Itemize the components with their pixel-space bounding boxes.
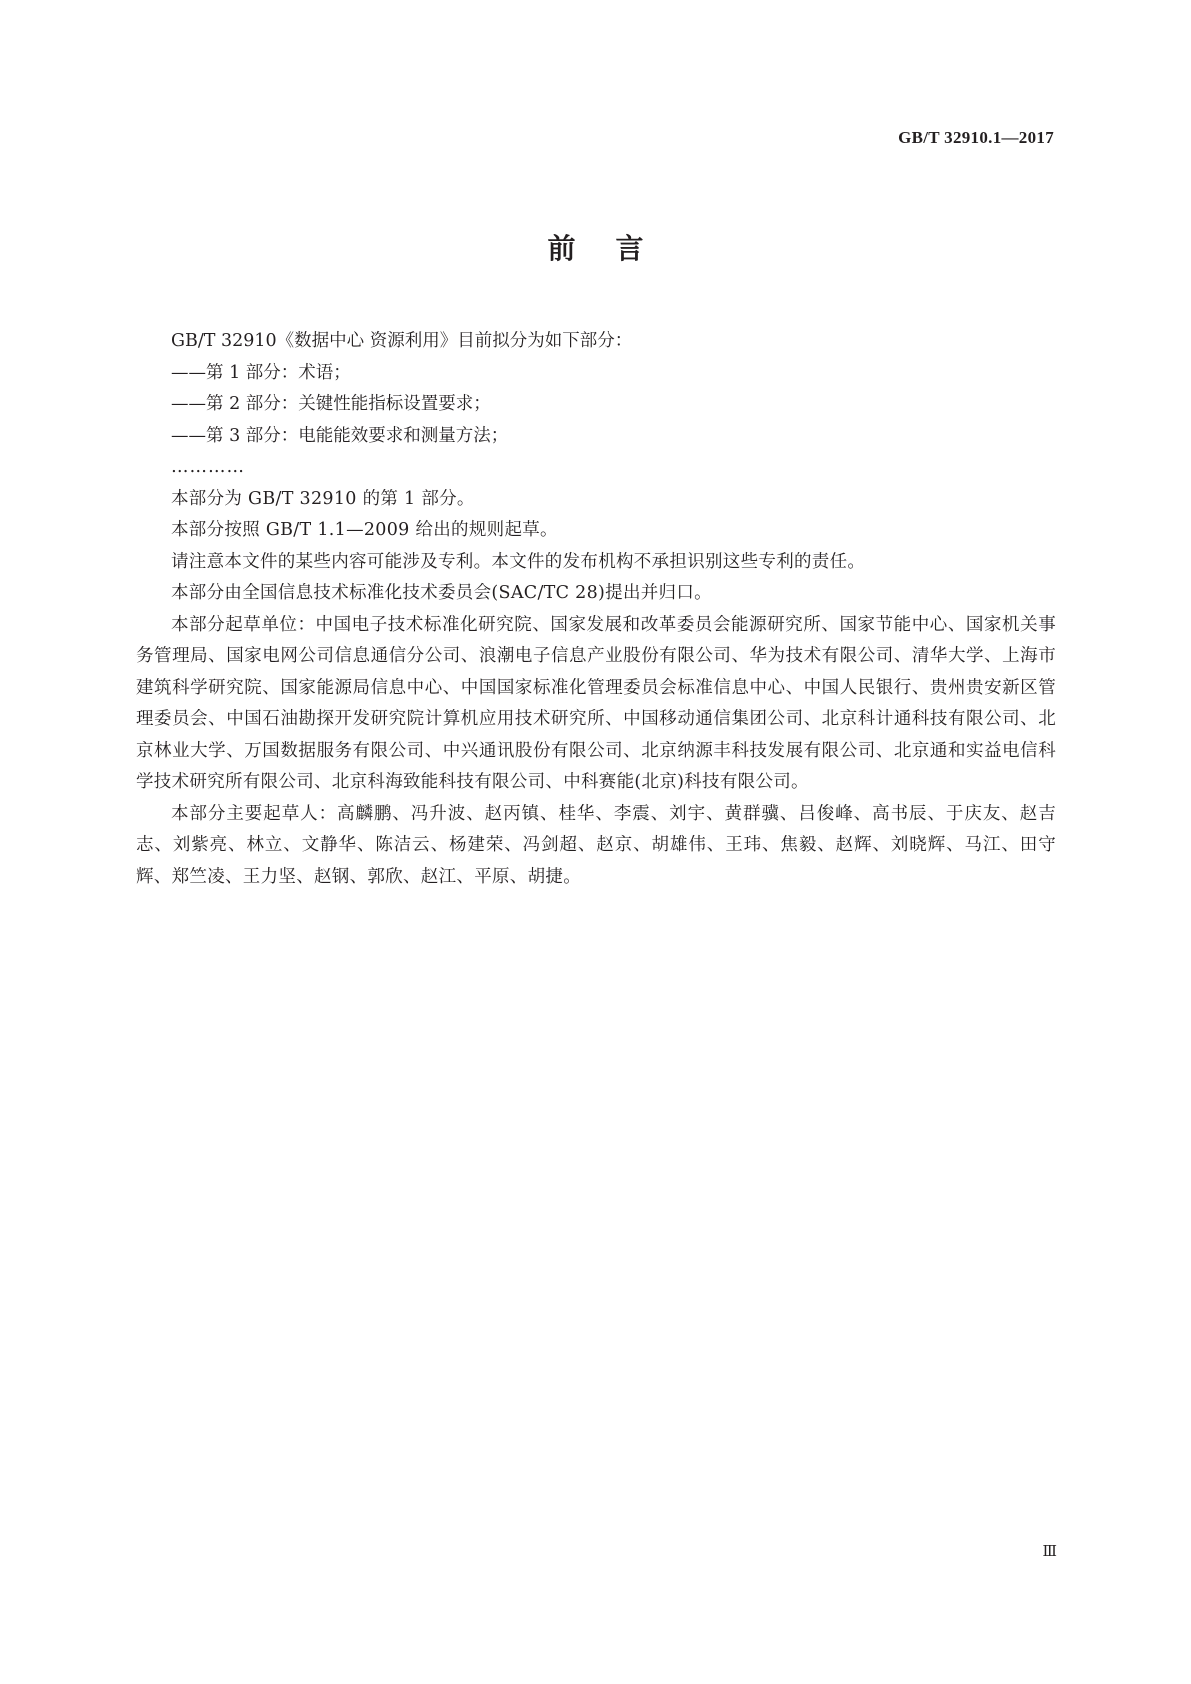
paragraph-rules: 本部分按照 GB/T 1.1—2009 给出的规则起草。 [171,520,558,540]
intro-line: GB/T 32910《数据中心 资源利用》目前拟分为如下部分： [171,331,633,351]
part-item: ——第 1 部分：术语； [171,362,351,383]
part-item: ——第 3 部分：电能能效要求和测量方法； [171,425,509,446]
part-item: ——第 2 部分：关键性能指标设置要求； [171,394,491,414]
paragraph-scope: 本部分为 GB/T 32910 的第 1 部分。 [171,488,475,509]
ellipsis: ………… [171,457,245,477]
page-number: Ⅲ [1042,1544,1057,1560]
paragraph-drafters: 本部分主要起草人：高麟鹏、冯升波、赵丙镇、桂华、李震、刘宇、黄群骥、吕俊峰、高书辰、于庆友、赵吉志、刘紫亮、林立、文静华、陈洁云、杨建荣、冯剑超、赵京、胡雄伟、王玮、焦毅、赵辉、刘晓辉、马江、田守辉、郑竺凌、王力坚、赵钢、郭欣、赵江、平原、胡捷。 [136,803,1056,887]
paragraph-drafting-units: 本部分起草单位：中国电子技术标准化研究院、国家发展和改革委员会能源研究所、国家节能中心、国家机关事务管理局、国家电网公司信息通信分公司、浪潮电子信息产业股份有限公司、华为技术有限公司、清华大学、上海市建筑科学研究院、国家能源局信息中心、中国国家标准化管理委员会标准信息中心、中国人民银行、贵州贵安新区管理委员会、中国石油勘探开发研究院计算机应用技术研究所、中国移动通信集团公司、北京科计通科技有限公司、北京林业大学、万国数据服务有限公司、中兴通讯股份有限公司、北京纳源丰科技发展有限公司、北京通和实益电信科学技术研究所有限公司、北京科海致能科技有限公司、中科赛能(北京)科技有限公司。 [136,614,1056,792]
paragraph-proposer: 本部分由全国信息技术标准化技术委员会(SAC/TC 28)提出并归口。 [171,583,712,603]
page-title: 前言 [547,232,684,265]
paragraph-patent-notice: 请注意本文件的某些内容可能涉及专利。本文件的发布机构不承担识别这些专利的责任。 [171,551,866,572]
document-body [136,326,1056,893]
standard-code: GB/T 32910.1—2017 [898,128,1054,147]
